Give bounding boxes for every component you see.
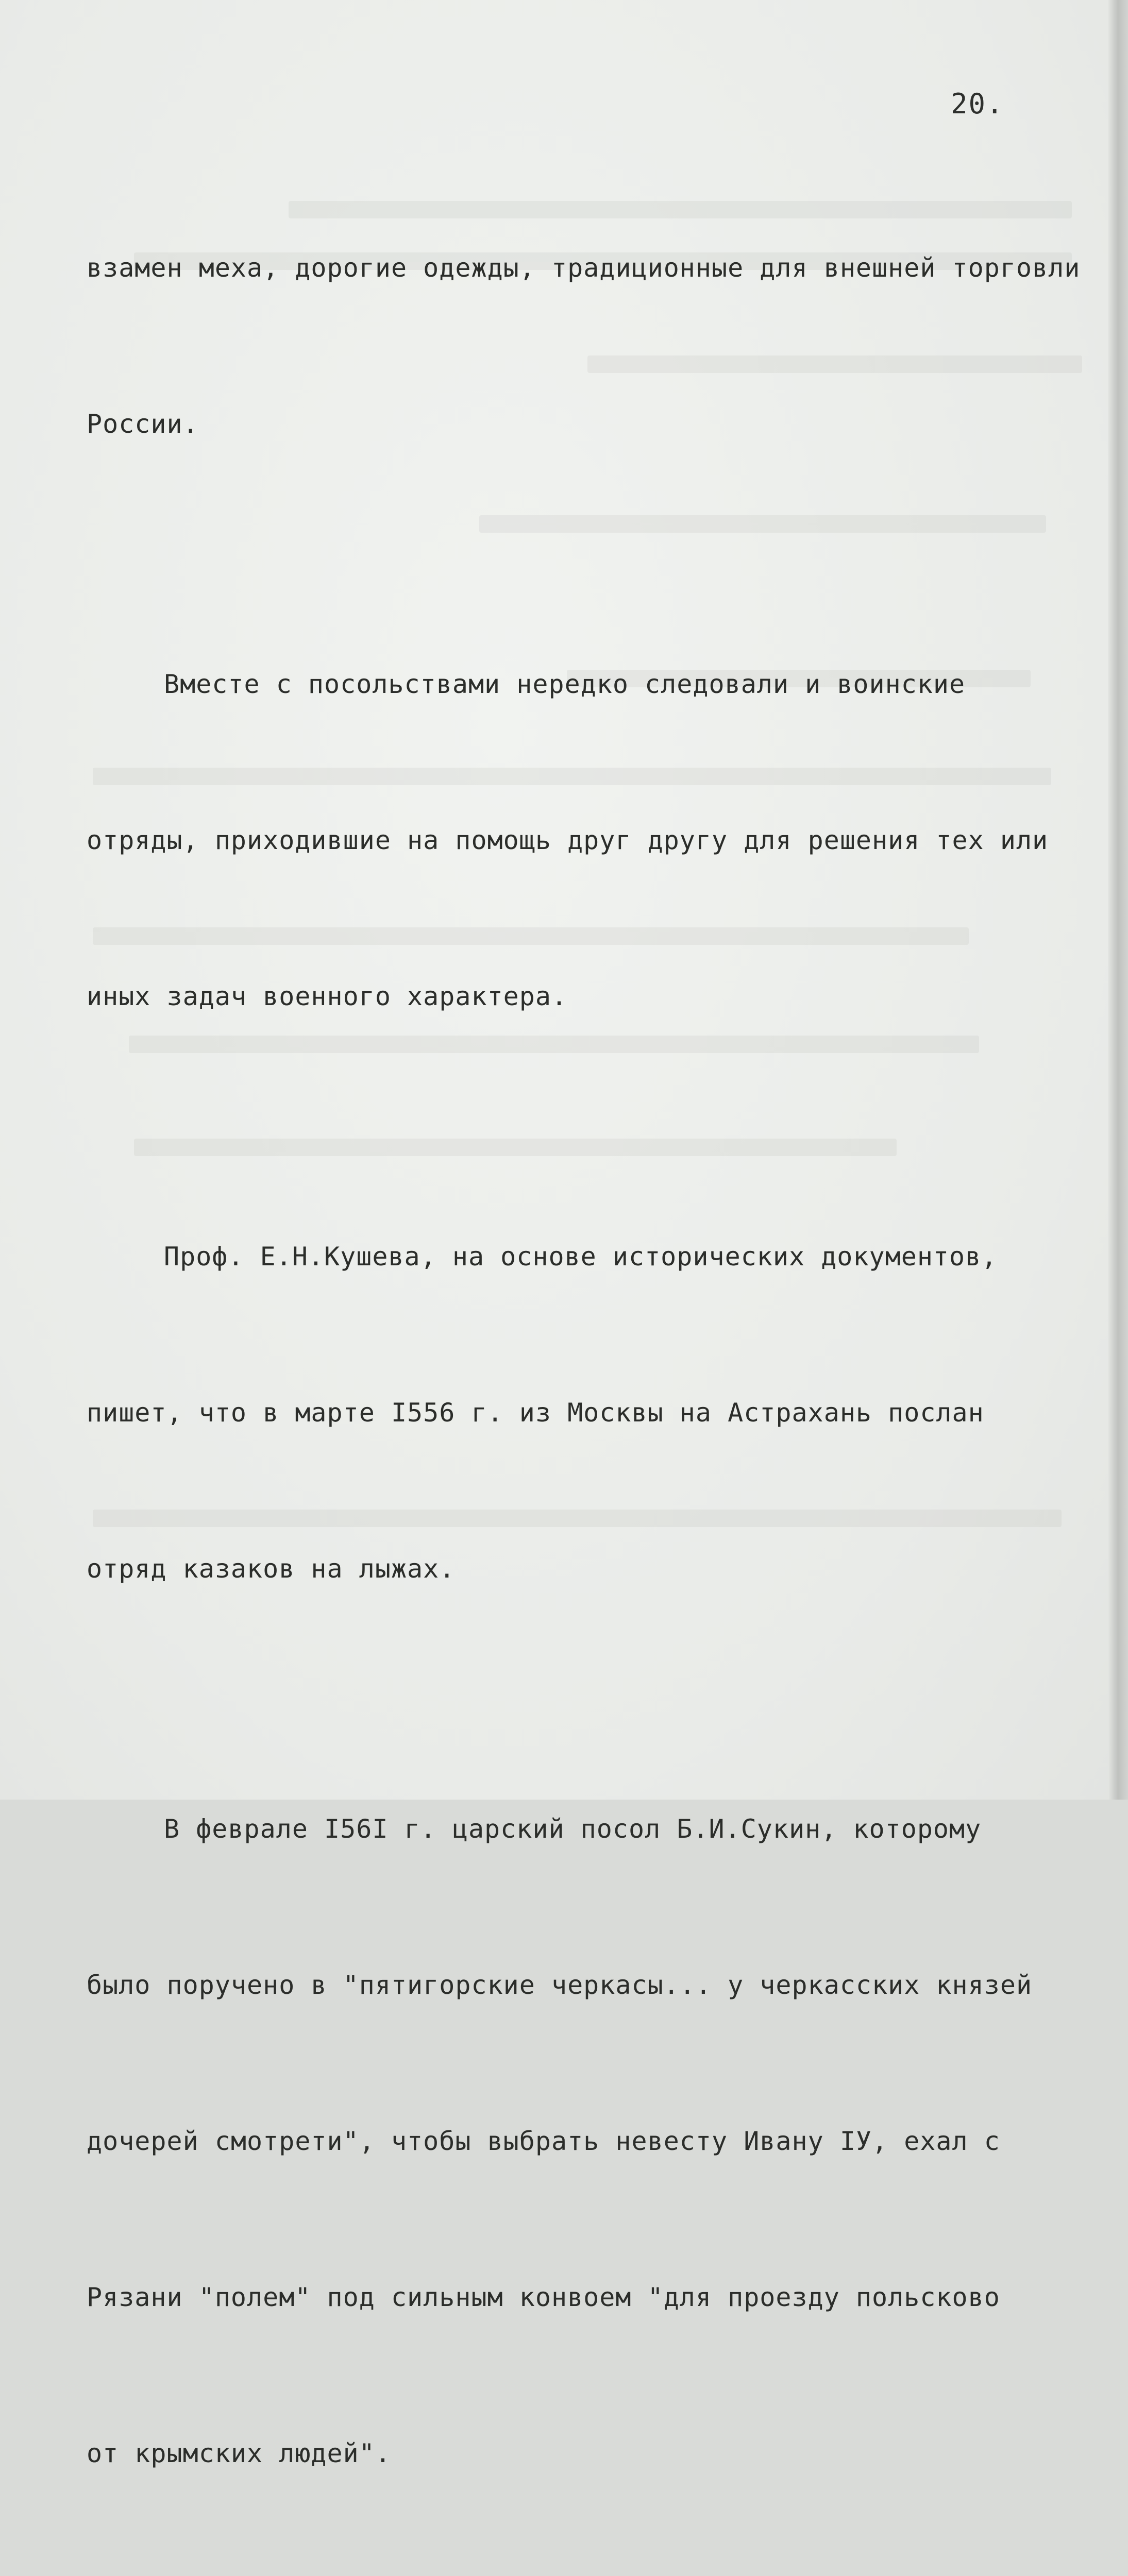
paragraph (87, 1699, 1097, 2576)
paragraph (87, 1127, 1097, 1699)
text-line: дочерей смотрети", чтобы выбрать невесту Ивану IУ, ехал с (87, 2126, 1000, 2156)
text-line: Проф. Е.Н.Кушева, на основе исторических документов, (164, 1242, 998, 1272)
text-line: России. (87, 409, 199, 439)
paragraph (87, 138, 1097, 554)
text-line: пишет, что в марте I556 г. из Москвы на Астрахань послан (87, 1398, 984, 1428)
text-line: Рязани "полем" под сильным конвоем "для проезду польсково (87, 2282, 1000, 2312)
page-number: 20. (951, 88, 1004, 120)
text-line: взамен меха, дорогие одежды, традиционные для внешней торговли (87, 253, 1081, 283)
body-text (87, 138, 1097, 2576)
text-line: Вместе с посольствами нередко следовали и воинские (164, 669, 966, 699)
paragraph (87, 554, 1097, 1127)
text-line: иных задач военного характера. (87, 981, 568, 1011)
page-edge-shadow (1108, 0, 1128, 1800)
text-line: В феврале I56I г. царский посол Б.И.Сукин, которому (164, 1814, 982, 1844)
text-line: отряды, приходившие на помощь друг другу для решения тех или (87, 825, 1049, 855)
text-line: было поручено в "пятигорские черкасы... у черкасских князей (87, 1970, 1033, 2000)
text-line: от крымских людей". (87, 2438, 391, 2468)
text-line: отряд казаков на лыжах. (87, 1554, 456, 1584)
